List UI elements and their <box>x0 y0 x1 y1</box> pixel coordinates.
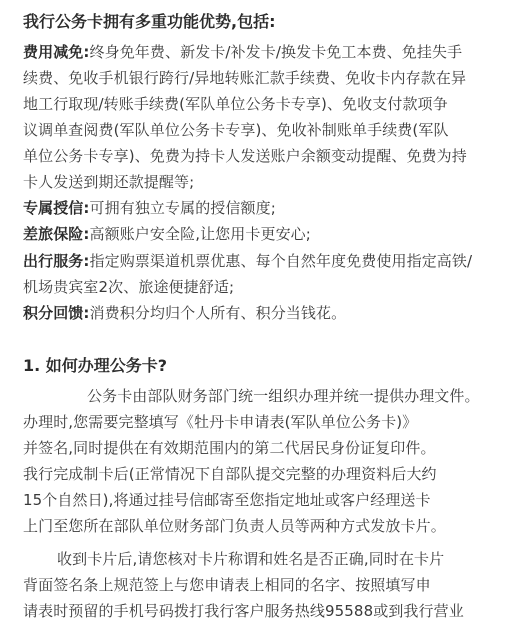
feature-fee-line-2: 续费、免收手机银行跨行/异地转账汇款手续费、免收卡内存款在异 <box>23 69 467 87</box>
feature-fee-line-1: 费用减免:终身免年费、新发卡/补发卡/换发卡免工本费、免挂失手 <box>23 43 463 61</box>
paragraph-1-line-2: 办理时,您需要完整填写《牡丹卡申请表(军队单位公务卡)》 <box>23 413 418 431</box>
feature-label-fee: 费用减免: <box>23 43 90 61</box>
feature-label-points: 积分回馈: <box>23 304 90 322</box>
paragraph-1-line-3: 并签名,同时提供在有效期范围内的第二代居民身份证复印件。 <box>23 439 436 457</box>
paragraph-2-line-2: 背面签名条上规范签上与您申请表上相同的名字、按照填写申 <box>23 576 431 594</box>
paragraph-1-line-4: 我行完成制卡后(正常情况下自部队提交完整的办理资料后大约 <box>23 465 437 483</box>
paragraph-2-line-1: 收到卡片后,请您核对卡片称谓和姓名是否正确,同时在卡片 <box>57 550 445 568</box>
paragraph-2-line-3: 请表时预留的手机号码拨打我行客户服务热线95588或到我行营业 <box>23 602 464 620</box>
feature-insurance-line: 差旅保险:高额账户安全险,让您用卡更安心; <box>23 225 311 243</box>
feature-label-credit: 专属授信: <box>23 199 90 217</box>
feature-fee-line-6: 卡人发送到期还款提醒等; <box>23 173 195 191</box>
feature-fee-line-4: 议调单查阅费(军队单位公务卡专享)、免收补制账单手续费(军队 <box>23 121 449 139</box>
feature-fee-line-3: 地工行取现/转账手续费(军队单位公务卡专享)、免收支付款项争 <box>23 95 448 113</box>
paragraph-1-line-5: 15个自然日),将通过挂号信邮寄至您指定地址或客户经理送卡 <box>23 491 431 509</box>
feature-fee-line-5: 单位公务卡专享)、免费为持卡人发送账户余额变动提醒、免费为持 <box>23 147 467 165</box>
feature-label-travel: 出行服务: <box>23 252 90 270</box>
feature-travel-line-1: 出行服务:指定购票渠道机票优惠、每个自然年度免费使用指定高铁/ <box>23 252 473 270</box>
feature-label-insurance: 差旅保险: <box>23 225 90 243</box>
feature-travel-line-2: 机场贵宾室2次、旅途便捷舒适; <box>23 278 235 296</box>
intro-heading: 我行公务卡拥有多重功能优势,包括: <box>23 12 276 31</box>
feature-credit-line: 专属授信:可拥有独立专属的授信额度; <box>23 199 276 217</box>
paragraph-1-line-1: 公务卡由部队财务部门统一组织办理并统一提供办理文件。 <box>87 387 480 405</box>
section-title-how-to-apply: 1. 如何办理公务卡? <box>23 356 168 375</box>
feature-points-line: 积分回馈:消费积分均归个人所有、积分当钱花。 <box>23 304 347 322</box>
paragraph-1-line-6: 上门至您所在部队单位财务部门负责人员等两种方式发放卡片。 <box>23 517 446 535</box>
